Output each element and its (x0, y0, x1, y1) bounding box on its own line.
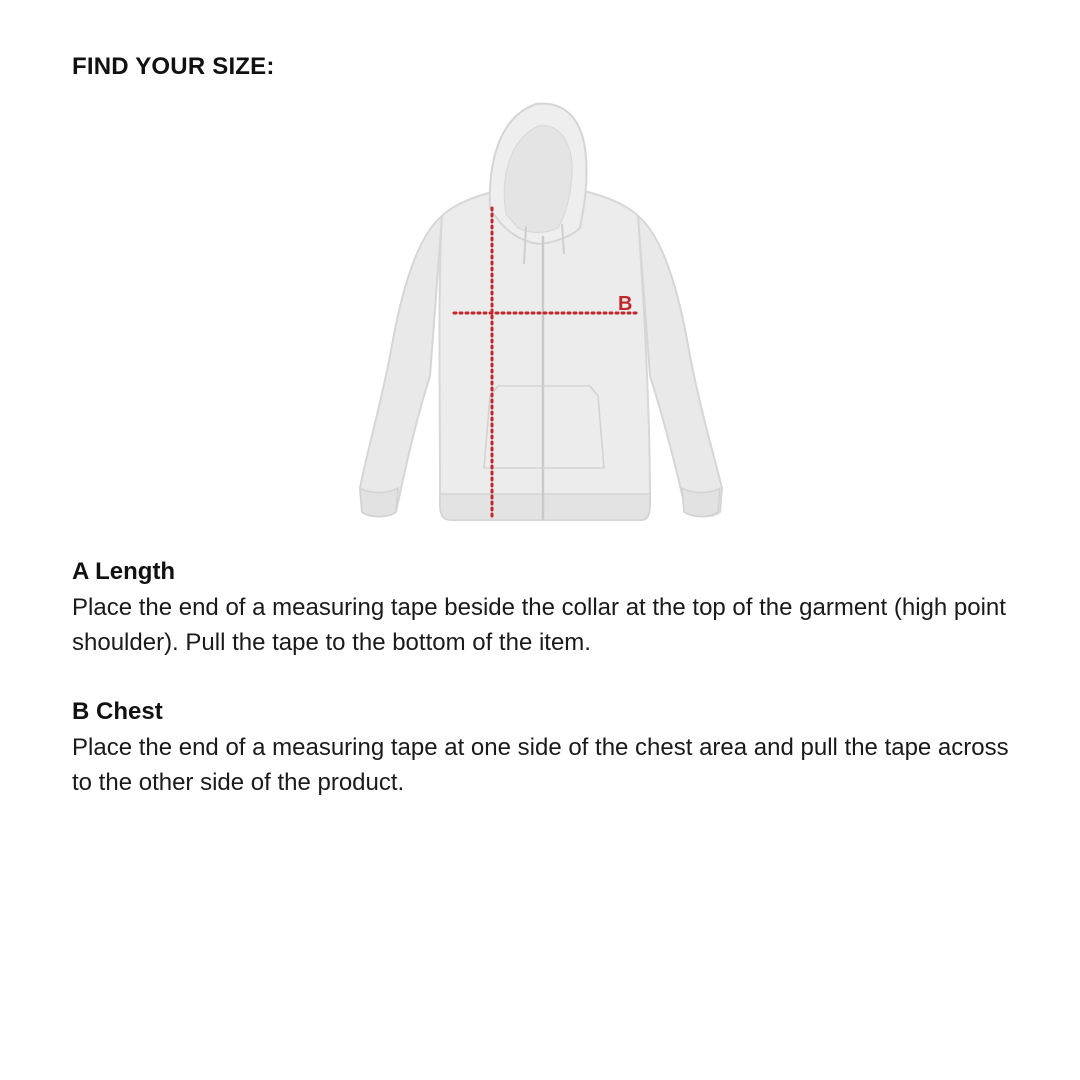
length-section (72, 556, 1012, 660)
page-title: FIND YOUR SIZE: (72, 53, 275, 80)
chest-marker-label: B (618, 293, 633, 315)
zip-hoodie-icon (360, 104, 722, 520)
chest-heading: B Chest (72, 698, 163, 725)
length-description: Place the end of a measuring tape beside the collar at the top of the garment (high point shoulder). Pull the tape to the bottom of the item. (72, 594, 1006, 656)
size-guide-figure (340, 96, 740, 528)
chest-description: Place the end of a measuring tape at one side of the chest area and pull the tape across to the other side of the product. (72, 734, 1009, 796)
length-heading: A Length (72, 558, 176, 585)
chest-section (72, 696, 1012, 800)
